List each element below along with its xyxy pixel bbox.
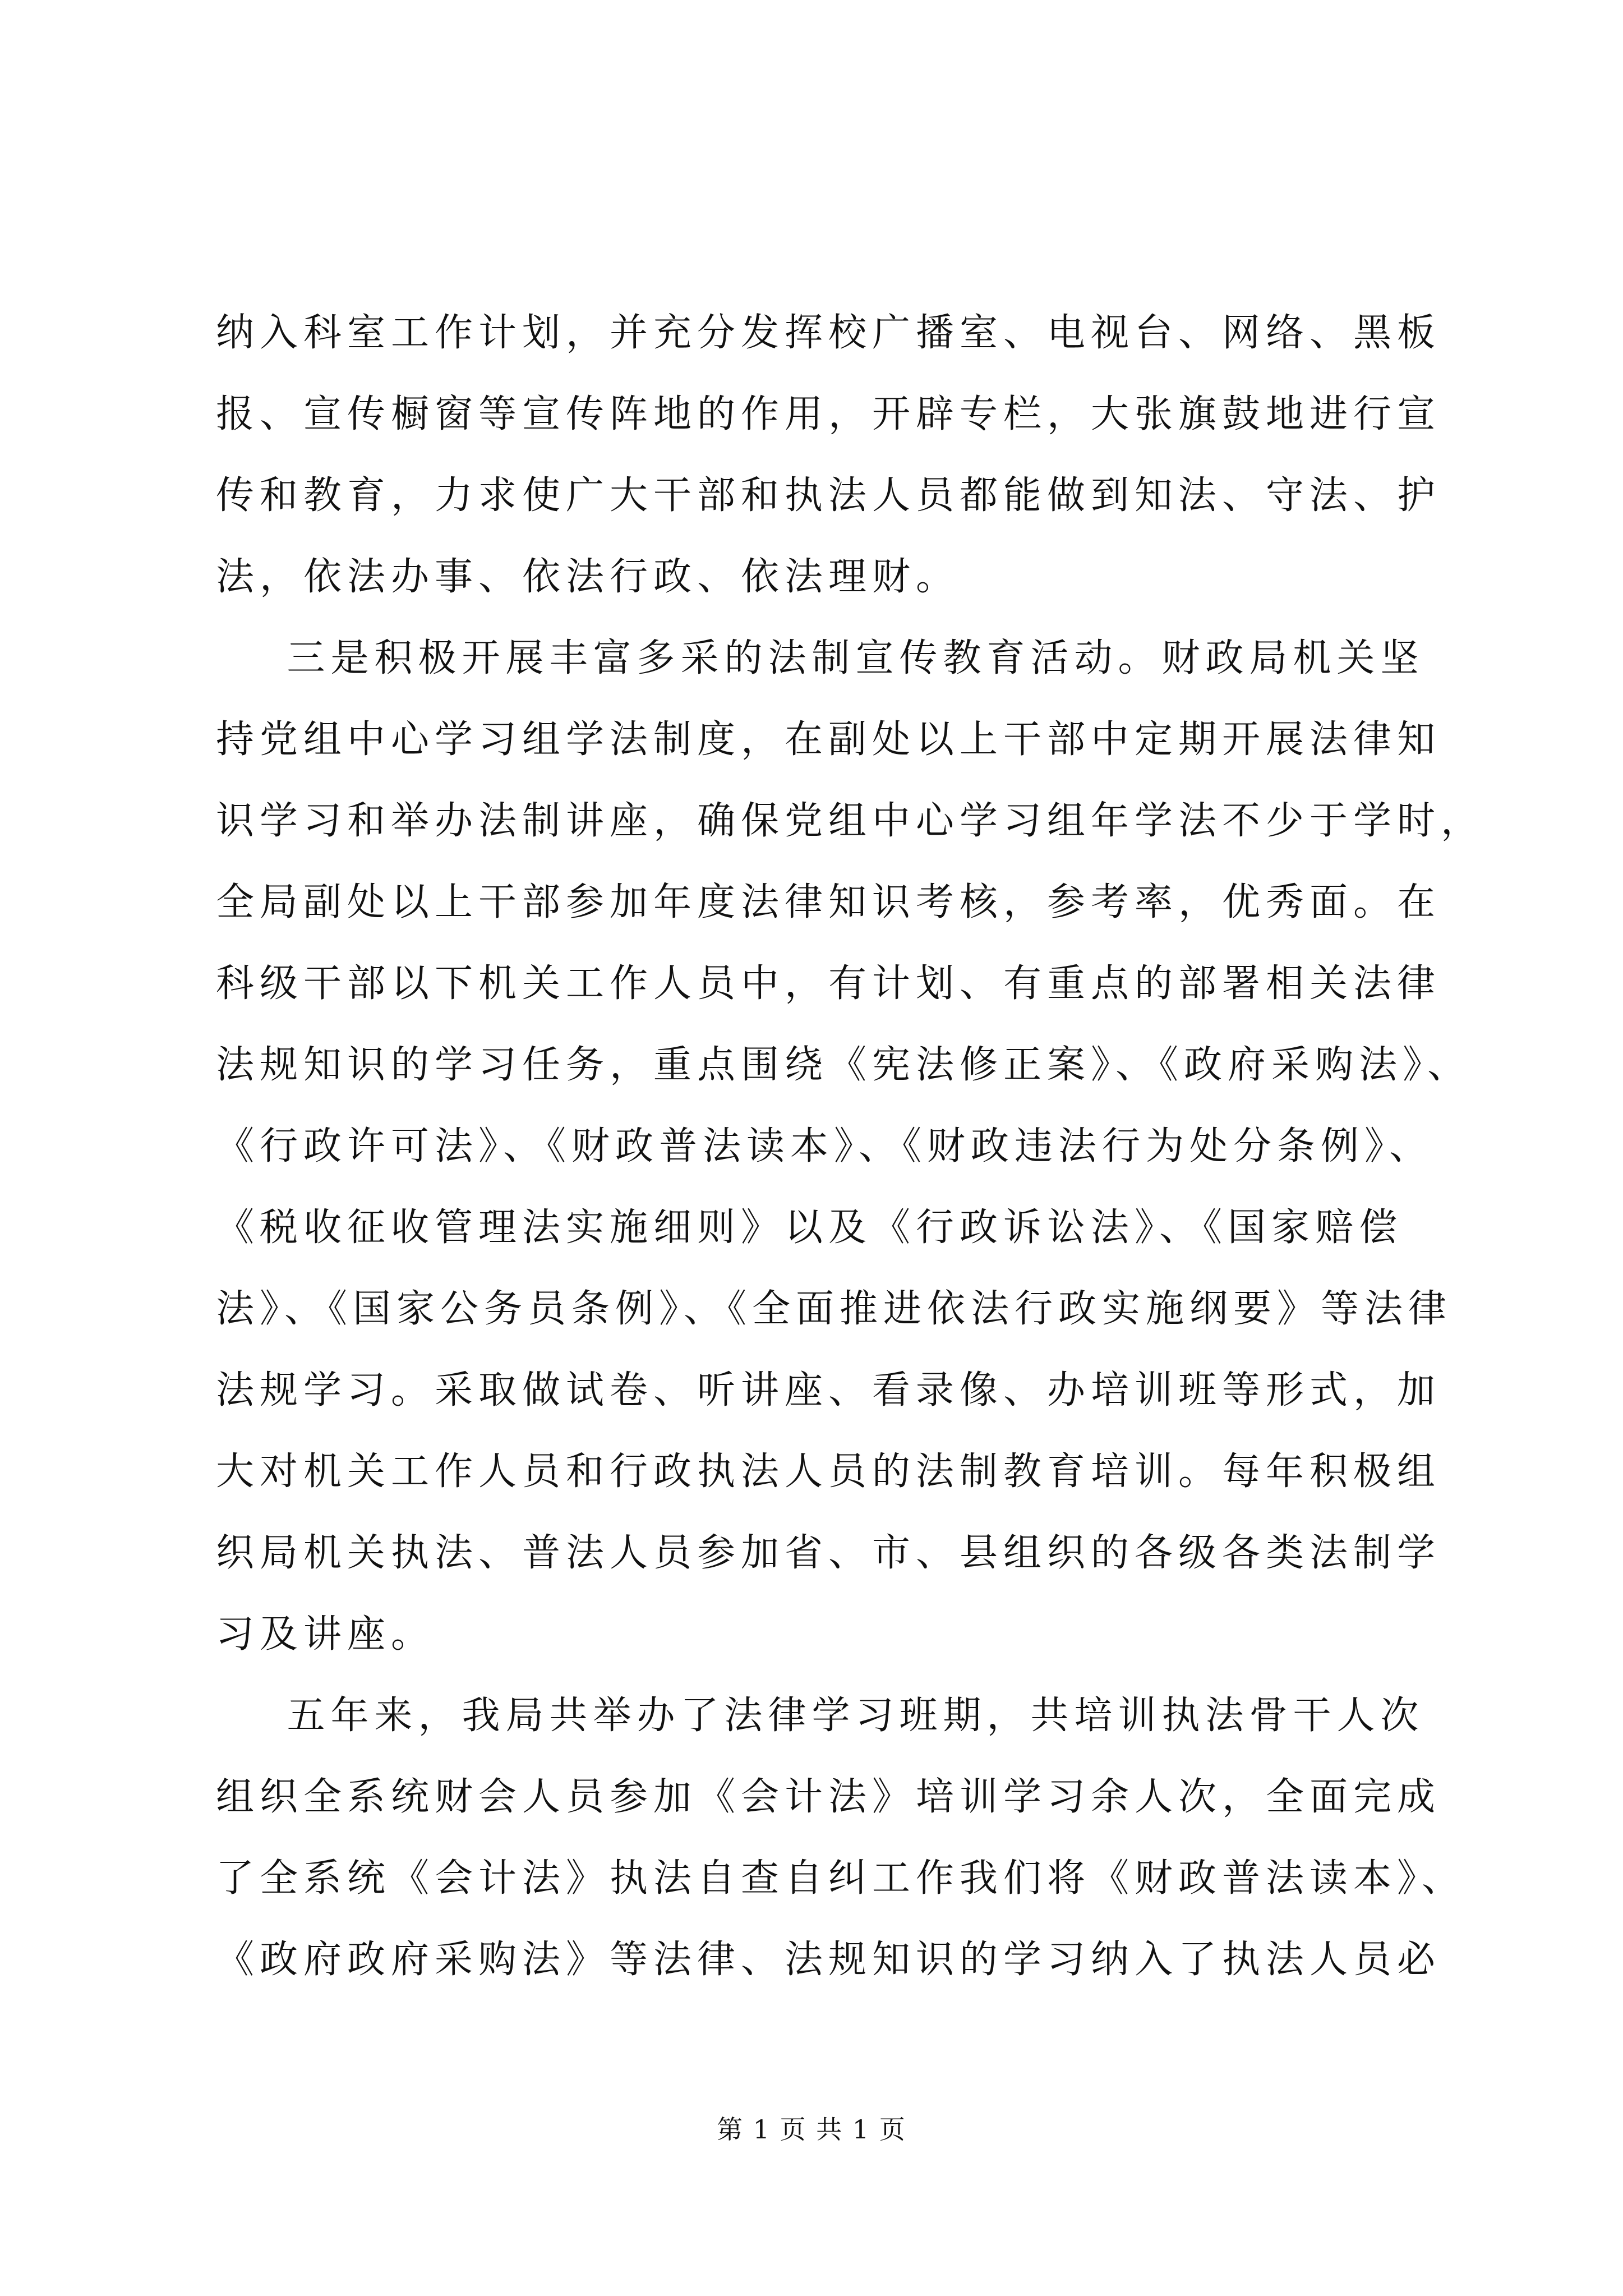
text-line: 大对机关工作人员和行政执法人员的法制教育培训。每年积极组 (216, 1450, 1441, 1494)
text-line: 持党组中心学习组学法制度，在副处以上干部中定期开展法律知 (216, 717, 1441, 762)
text-line: 法规知识的学习任务，重点围绕《宪法修正案》、《政府采购法》、 (216, 1043, 1472, 1087)
page-number-footer: 第 1 页 共 1 页 (717, 2114, 906, 2145)
text-line: 《行政许可法》、《财政普法读本》、《财政违法行为处分条例》、 (216, 1124, 1433, 1168)
paragraph-start-line: 三是积极开展丰富多采的法制宣传教育活动。财政局机关坚 (216, 636, 1424, 680)
paragraph-start-line: 五年来，我局共举办了法律学习班期，共培训执法骨干人次 (216, 1694, 1424, 1738)
text-line: 法规学习。采取做试卷、听讲座、看录像、办培训班等形式，加 (216, 1368, 1441, 1412)
text-line: 纳入科室工作计划，并充分发挥校广播室、电视台、网络、黑板 (216, 311, 1441, 355)
text-line: 组织全系统财会人员参加《会计法》培训学习余人次，全面完成 (216, 1775, 1441, 1819)
text-line: 传和教育，力求使广大干部和执法人员都能做到知法、守法、护 (216, 473, 1441, 518)
text-line: 法》、《国家公务员条例》、《全面推进依法行政实施纲要》等法律 (216, 1287, 1453, 1331)
text-line: 识学习和举办法制讲座，确保党组中心学习组年学法不少于学时， (216, 799, 1485, 843)
text-line: 了全系统《会计法》执法自查自纠工作我们将《财政普法读本》、 (216, 1856, 1466, 1901)
text-line: 全局副处以上干部参加年度法律知识考核，参考率，优秀面。在 (216, 880, 1441, 924)
text-line: 习及讲座。 (216, 1612, 435, 1657)
text-line: 《税收征收管理法实施细则》以及《行政诉讼法》、《国家赔偿 (216, 1205, 1403, 1250)
text-line: 《政府政府采购法》等法律、法规知识的学习纳入了执法人员必 (216, 1938, 1441, 1982)
text-line: 报、宣传橱窗等宣传阵地的作用，开辟专栏，大张旗鼓地进行宣 (216, 392, 1441, 436)
text-line: 科级干部以下机关工作人员中，有计划、有重点的部署相关法律 (216, 961, 1441, 1006)
text-line: 法，依法办事、依法行政、依法理财。 (216, 555, 960, 599)
text-line: 织局机关执法、普法人员参加省、市、县组织的各级各类法制学 (216, 1531, 1441, 1575)
